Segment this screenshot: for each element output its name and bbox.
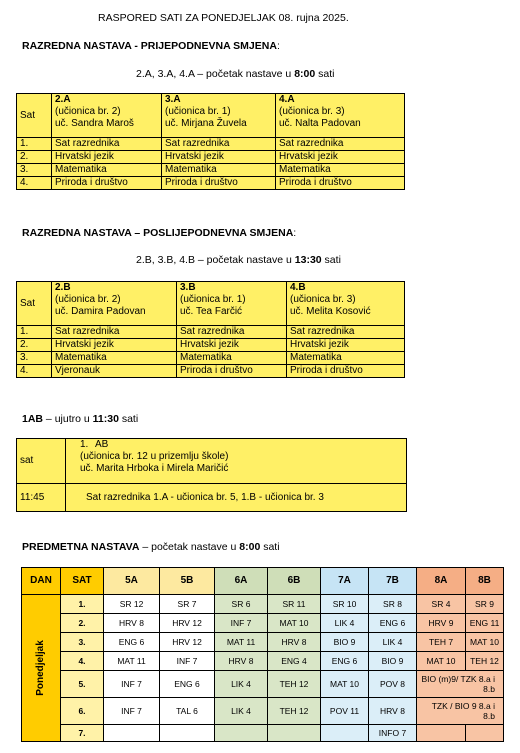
class-name: 4.A [279,94,295,105]
start-note-afternoon [136,254,341,266]
table-row [17,138,405,151]
subject-cell [104,725,160,742]
header-class: 6A [215,568,268,595]
subject-cell: HRV 8 [104,614,160,633]
period-num: 4. [17,177,52,190]
subject-cell: Priroda i društvo [287,365,405,378]
class-room: (učionica br. 1) [165,106,231,117]
header-class: 8A [417,568,466,595]
class-room: (učionica br. 2) [55,294,121,305]
class-room: (učionica br. 3) [279,106,345,117]
heading-colon: : [276,40,280,52]
subject-cell: Priroda i društvo [162,177,276,190]
subject-cell: HRV 8 [369,698,417,725]
section-heading-1ab [22,413,138,425]
table-row [22,698,504,725]
table-row [22,652,504,671]
subject-cell: ENG 11 [466,614,504,633]
section-heading-afternoon [22,227,296,239]
class-teacher: uč. Nalta Padovan [279,118,361,129]
subject-cell: POV 11 [321,698,369,725]
table-row [17,177,405,190]
header-class: 8B [466,568,504,595]
subject-cell: Sat razrednika [52,138,162,151]
subject-cell: LIK 4 [369,633,417,652]
subject-cell-merged: BIO (m)9/ TZK 8.a i 8.b [417,671,504,698]
period-num: 1. [17,138,52,151]
note-suffix: sati [315,68,335,80]
subject-cell: Priroda i društvo [276,177,405,190]
subject-cell: SR 9 [466,595,504,614]
period-num: 3. [17,164,52,177]
subject-cell [160,725,215,742]
class-teacher: uč. Sandra Maroš [55,118,134,129]
subject-cell: Hrvatski jezik [287,339,405,352]
class-number: 1. [80,439,89,450]
class-teacher: uč. Mirjana Žuvela [165,118,247,129]
table-row [17,365,405,378]
sat-header: Sat [17,94,52,138]
subject-cell: ENG 6 [104,633,160,652]
sat-header: sat [17,439,66,484]
subject-cell: Matematika [276,164,405,177]
header-class: 6B [268,568,321,595]
table-row [22,614,504,633]
subject-cell: MAT 10 [417,652,466,671]
subject-cell: Matematika [52,164,162,177]
subject-cell [268,725,321,742]
table-row [22,671,504,698]
class-header [177,282,287,326]
heading-colon: : [293,227,297,239]
subject-cell: INF 7 [104,698,160,725]
subject-cell: MAT 10 [268,614,321,633]
day-label: Ponedjeljak [35,640,46,696]
table-row [17,326,405,339]
subject-cell: Matematika [162,164,276,177]
subject-cell: ENG 6 [160,671,215,698]
subject-cell: INF 7 [104,671,160,698]
class-header [52,94,162,138]
class-teacher: uč. Melita Kosović [290,306,371,317]
subject-cell: LIK 4 [321,614,369,633]
start-time: 13:30 [294,254,322,266]
subject-cell: SR 12 [104,595,160,614]
class-header [276,94,405,138]
class-name: AB [95,439,109,450]
table-row [17,151,405,164]
subject-cell: Hrvatski jezik [177,339,287,352]
table-row [17,484,407,512]
header-class: 7A [321,568,369,595]
class-name: 2.A [55,94,71,105]
subject-cell: INF 7 [160,652,215,671]
class-room: (učionica br. 3) [290,294,356,305]
period-num: 1. [61,595,104,614]
class-name: 3.A [165,94,181,105]
subject-cell: HRV 8 [268,633,321,652]
subject-cell: HRV 12 [160,633,215,652]
subject-cell: Sat razrednika [177,326,287,339]
period-num: 3. [61,633,104,652]
heading-text: – ujutro u [43,413,93,425]
day-cell [22,595,61,742]
subject-cell: SR 11 [268,595,321,614]
period-num: 7. [61,725,104,742]
period-num: 5. [61,671,104,698]
subject-cell: HRV 12 [160,614,215,633]
subject-cell: BIO 9 [321,633,369,652]
class-name: 2.B [55,282,71,293]
header-class: 5A [104,568,160,595]
1ab-schedule-table [16,438,407,512]
subject-cell: INF 7 [215,614,268,633]
table-row [22,633,504,652]
class-title [80,439,403,451]
subject-cell: MAT 10 [466,633,504,652]
subject-cell: Sat razrednika 1.A - učionica br. 5, 1.B - učionica br. 3 [66,484,407,512]
subject-cell: Sat razrednika [276,138,405,151]
class-header [66,439,407,484]
subject-cell: HRV 8 [215,652,268,671]
subject-cell: SR 10 [321,595,369,614]
subject-cell: Matematika [177,352,287,365]
subject-cell: LIK 4 [215,698,268,725]
table-row [22,595,504,614]
period-num: 6. [61,698,104,725]
subject-cell: SR 8 [369,595,417,614]
subject-cell: SR 6 [215,595,268,614]
class-header [287,282,405,326]
subject-cell: TAL 6 [160,698,215,725]
start-time: 8:00 [294,68,316,80]
subject-cell: Sat razrednika [52,326,177,339]
table-row [17,339,405,352]
period-num: 2. [61,614,104,633]
note-suffix: sati [260,541,280,553]
subject-cell: Matematika [287,352,405,365]
class-room: (učionica br. 2) [55,106,121,117]
morning-schedule-table [16,93,405,190]
note-text: 2.A, 3.A, 4.A – početak nastave u [136,68,295,80]
heading-bold: 1AB [22,413,44,425]
start-time: 8:00 [239,541,261,553]
subject-cell: TEH 12 [466,652,504,671]
class-name: 4.B [290,282,306,293]
subject-cell: Sat razrednika [162,138,276,151]
period-num: 2. [17,339,52,352]
start-time: 11:30 [92,413,119,425]
class-teacher: uč. Tea Farčić [180,306,243,317]
class-name: 3.B [180,282,196,293]
note-text: 2.B, 3.B, 4.B – početak nastave u [136,254,295,266]
page-title: RASPORED SATI ZA PONEDJELJAK 08. rujna 2025. [98,12,349,24]
subject-cell: POV 8 [369,671,417,698]
subject-cell: Priroda i društvo [52,177,162,190]
subject-cell [417,725,466,742]
subject-cell: Hrvatski jezik [162,151,276,164]
subject-cell [466,725,504,742]
section-heading-subject [22,541,280,553]
subject-cell [215,725,268,742]
subject-cell: MAT 10 [321,671,369,698]
subject-cell: MAT 11 [215,633,268,652]
subject-schedule-table [21,567,504,742]
subject-cell-merged: TZK / BIO 9 8.a i 8.b [417,698,504,725]
subject-cell: ENG 4 [268,652,321,671]
table-row [22,725,504,742]
class-teacher: uč. Marita Hrboka i Mirela Maričić [80,463,229,474]
heading-text: RAZREDNA NASTAVA – POSLIJEPODNEVNA SMJENA [22,227,294,239]
subject-cell: Hrvatski jezik [52,151,162,164]
subject-cell: Hrvatski jezik [52,339,177,352]
period-num: 4. [61,652,104,671]
subject-cell: TEH 7 [417,633,466,652]
period-time: 11:45 [17,484,66,512]
subject-cell: SR 4 [417,595,466,614]
start-note-morning [136,68,334,80]
section-heading-morning [22,40,280,52]
class-teacher: uč. Damira Padovan [55,306,146,317]
subject-cell: TEH 12 [268,671,321,698]
heading-text: RAZREDNA NASTAVA - PRIJEPODNEVNA SMJENA [22,40,277,52]
subject-cell: Sat razrednika [287,326,405,339]
subject-cell: TEH 12 [268,698,321,725]
class-room: (učionica br. 1) [180,294,246,305]
subject-cell: Hrvatski jezik [276,151,405,164]
subject-cell: INFO 7 [369,725,417,742]
header-class: 7B [369,568,417,595]
header-sat: SAT [61,568,104,595]
subject-cell: MAT 11 [104,652,160,671]
subject-cell: SR 7 [160,595,215,614]
afternoon-schedule-table [16,281,405,378]
period-num: 3. [17,352,52,365]
subject-cell: Matematika [52,352,177,365]
table-row [17,164,405,177]
subject-cell: LIK 4 [215,671,268,698]
subject-cell: Priroda i društvo [177,365,287,378]
heading-text: – početak nastave u [139,541,240,553]
period-num: 1. [17,326,52,339]
subject-cell: BIO 9 [369,652,417,671]
class-header [162,94,276,138]
table-row [17,352,405,365]
subject-cell: ENG 6 [321,652,369,671]
sat-header: Sat [17,282,52,326]
subject-cell [321,725,369,742]
class-room: (učionica br. 12 u prizemlju škole) [80,451,229,462]
period-num: 2. [17,151,52,164]
header-dan: DAN [22,568,61,595]
header-class: 5B [160,568,215,595]
period-num: 4. [17,365,52,378]
subject-cell: Vjeronauk [52,365,177,378]
subject-cell: HRV 9 [417,614,466,633]
note-suffix: sati [118,413,139,425]
heading-bold: PREDMETNA NASTAVA [22,541,140,553]
note-suffix: sati [321,254,341,266]
class-header [52,282,177,326]
subject-cell: ENG 6 [369,614,417,633]
